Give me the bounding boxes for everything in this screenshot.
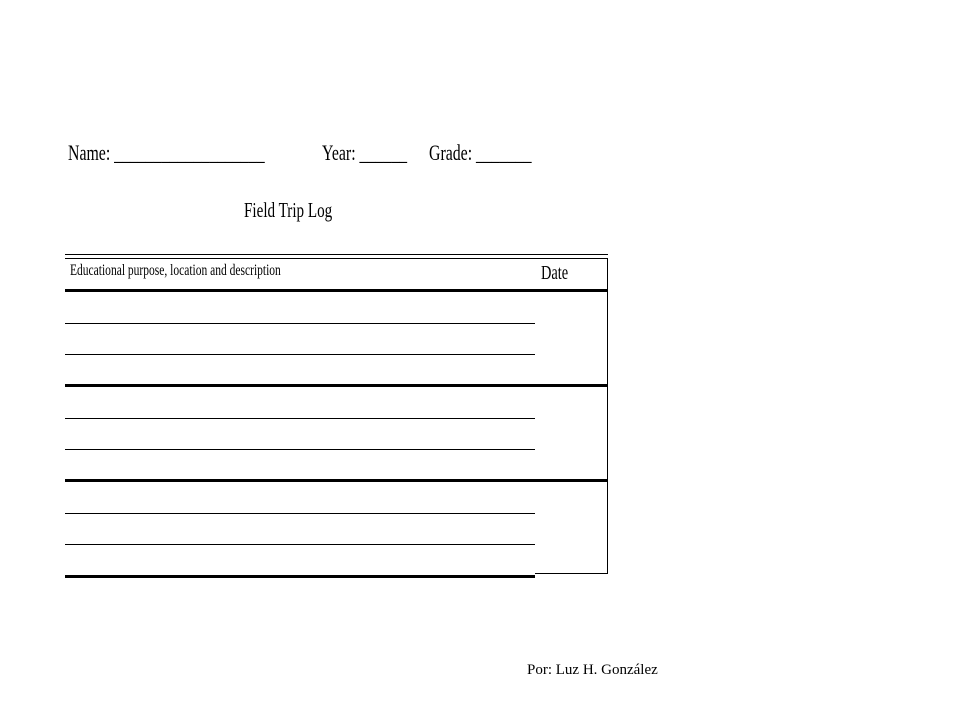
entry-3-bottom-rule — [65, 575, 535, 578]
entry-1-line-2[interactable] — [65, 354, 535, 355]
entry-1-line-1[interactable] — [65, 323, 535, 324]
column-header-description: Educational purpose, location and description — [70, 262, 281, 279]
table-right-border — [607, 258, 608, 574]
entry-3-line-2[interactable] — [65, 544, 535, 545]
header-bottom-rule — [65, 289, 608, 292]
page-title: Field Trip Log — [244, 198, 333, 222]
grade-field[interactable]: Grade: _______ — [429, 140, 532, 165]
author-credit: Por: Luz H. González — [527, 662, 658, 678]
entry-2-line-1[interactable] — [65, 418, 535, 419]
entry-1-divider — [65, 384, 608, 387]
date-cell-bottom-rule — [535, 573, 608, 574]
column-header-date: Date — [541, 262, 569, 284]
name-field[interactable]: Name: ___________________ — [68, 140, 265, 165]
table-top-rule — [65, 258, 608, 259]
student-info-header — [68, 140, 588, 168]
table-top-rule — [65, 254, 608, 255]
entry-2-divider — [65, 479, 608, 482]
year-field[interactable]: Year: ______ — [322, 140, 408, 165]
entry-2-line-2[interactable] — [65, 449, 535, 450]
entry-3-line-1[interactable] — [65, 513, 535, 514]
